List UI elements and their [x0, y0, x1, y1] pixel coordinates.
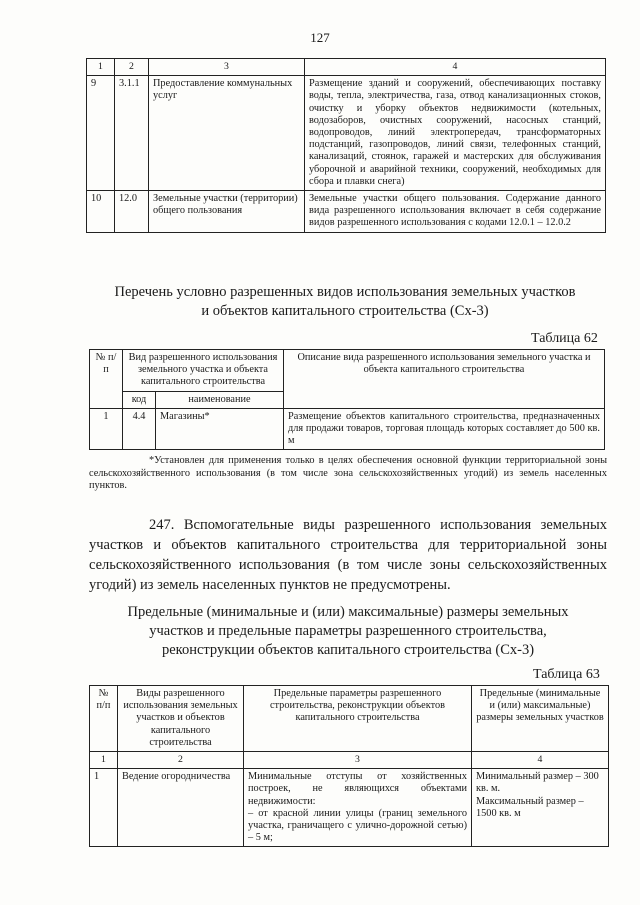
column-number: 3: [244, 752, 472, 769]
heading-line: реконструкции объектов капитального строительства (Сх-3): [161, 642, 535, 658]
row-code: 4.4: [123, 408, 156, 450]
header-number: № п/п: [90, 350, 123, 409]
table-row: [90, 769, 609, 847]
table-62-caption: Таблица 62: [531, 331, 598, 346]
max-size-text: Максимальный размер – 1500 кв. м: [476, 795, 584, 819]
row-sizes: [472, 769, 609, 847]
row-number: 9: [87, 76, 115, 191]
header-use-type: Виды разрешенного использования земельных участков и объектов капитального строительства: [118, 686, 244, 752]
row-description: Размещение зданий и сооружений, обеспечивающих поставку воды, тепла, электричества, газа, отвод канализационных стоков, очистку и уборку объектов недвижимости (котельных, водозаборов, очистных сооружений, насосных станций, водопроводов, линий электропередач, трансформаторных подстанций, газопроводов, линий связи, телефонных станций, канализаций, стоянок, гаражей и мастерских для обслуживания уборочной и аварийной техники, сооружений, необходимых для сбора и плавки снега): [305, 76, 606, 191]
table-header-row: [90, 350, 605, 392]
column-number: 4: [305, 59, 606, 76]
section-heading-limits: [89, 603, 607, 660]
parameter-text: Минимальные отступы от хозяйственных построек, не являющихся объектами недвижимости:: [248, 771, 467, 807]
row-code: 12.0: [115, 191, 149, 233]
row-number: 10: [87, 191, 115, 233]
header-parameters: Предельные параметры разрешенного строительства, реконструкции объектов капитального строительства: [244, 686, 472, 752]
conditional-uses-table: [89, 349, 605, 450]
permitted-use-table-continued: [86, 58, 606, 233]
row-parameters: [244, 769, 472, 847]
header-description: Описание вида разрешенного использования земельного участка и объекта капитального строительства: [284, 350, 605, 409]
row-name: Предоставление коммунальных услуг: [149, 76, 305, 191]
table-row: [87, 76, 606, 191]
row-description: Размещение объектов капитального строительства, предназначенных для продажи товаров, торговая площадь которых составляет до 500 кв. м: [284, 408, 605, 450]
heading-line: и объектов капитального строительства (Сх-3): [201, 303, 489, 319]
column-number: 1: [87, 59, 115, 76]
row-name: Магазины*: [156, 408, 284, 450]
column-number: 3: [149, 59, 305, 76]
header-name: наименование: [156, 391, 284, 408]
column-number: 1: [90, 752, 118, 769]
header-use-type: Вид разрешенного использования земельного участка и объекта капитального строительства: [123, 350, 284, 392]
row-use-type: Ведение огородничества: [118, 769, 244, 847]
table-63-caption: Таблица 63: [533, 667, 600, 682]
row-name: Земельные участки (территории) общего пользования: [149, 191, 305, 233]
paragraph-247: 247. Вспомогательные виды разрешенного использования земельных участков и объектов капитального строительства для территориальной зоны сельскохозяйственного использования (в том числе зоны сельскохозяйственных угодий) из земель населенных пунктов не предусмотрены.: [89, 517, 607, 593]
heading-line: участков и предельные параметры разрешенного строительства,: [149, 623, 547, 639]
table-header-row: [87, 59, 606, 76]
row-number: 1: [90, 408, 123, 450]
table-row: [90, 408, 605, 450]
footnote: *Установлен для применения только в целях обеспечения основной функции территориальной зоны сельскохозяйственного использования (в том числе зона сельскохозяйственных угодий) из земель населенных пунктов.: [89, 455, 607, 491]
min-size-text: Минимальный размер – 300 кв. м.: [476, 771, 599, 795]
column-number: 2: [118, 752, 244, 769]
table-header-row: [90, 686, 609, 752]
heading-line: Перечень условно разрешенных видов использования земельных участков: [114, 284, 576, 300]
section-heading-conditional-uses: [80, 283, 610, 321]
row-description: Земельные участки общего пользования. Содержание данного вида разрешенного использования включает в себя содержание видов разрешенного использования с кодами 12.0.1 – 12.0.2: [305, 191, 606, 233]
header-number: № п/п: [90, 686, 118, 752]
row-code: 3.1.1: [115, 76, 149, 191]
column-number: 2: [115, 59, 149, 76]
parameter-text: – от красной линии улицы (границ земельного участка, граничащего с улично-дорожной сетью) – 5 м;: [248, 807, 467, 844]
limit-parameters-table: [89, 685, 609, 847]
heading-line: Предельные (минимальные и (или) максимальные) размеры земельных: [127, 604, 569, 620]
header-code: код: [123, 391, 156, 408]
table-row: [87, 191, 606, 233]
header-sizes: Предельные (минимальные и (или) максимальные) размеры земельных участков: [472, 686, 609, 752]
table-number-row: [90, 752, 609, 769]
page-number: 127: [310, 30, 330, 45]
row-number: 1: [90, 769, 118, 847]
column-number: 4: [472, 752, 609, 769]
